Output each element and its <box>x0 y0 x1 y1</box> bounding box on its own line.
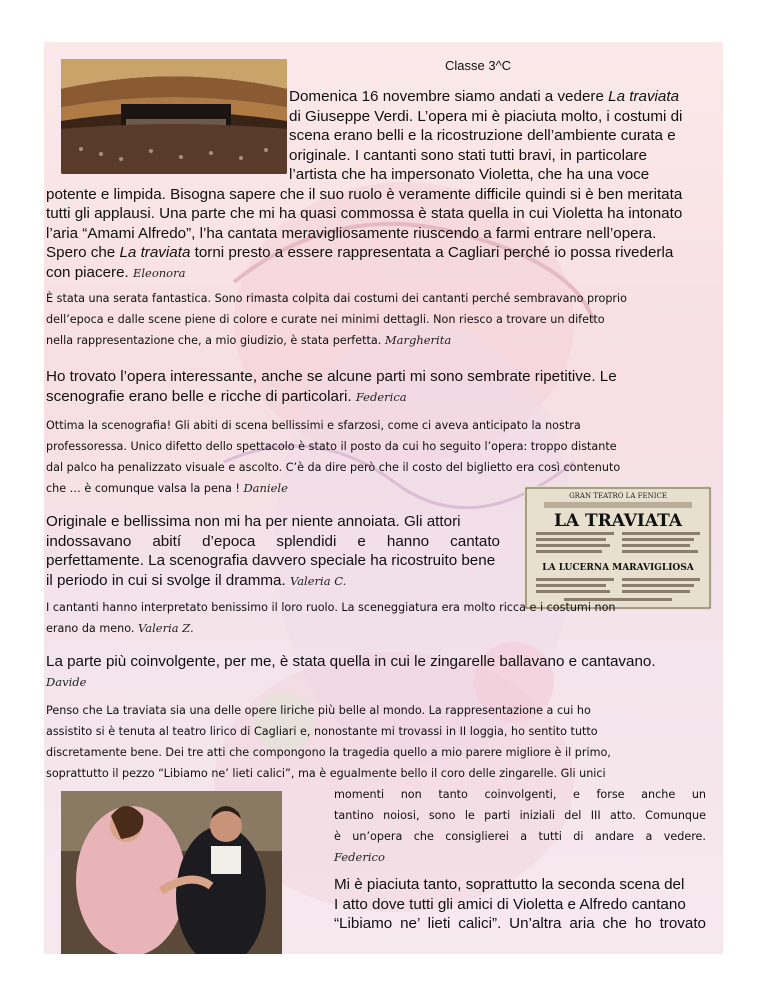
review-9-line3: “Libiamo ne’ lieti calici”. Un’altra aria che ho trovato <box>334 915 706 932</box>
review-9-line1: Mi è piaciuta tanto, soprattutto la seconda scena del <box>334 876 685 893</box>
review-federica-end: scenografie erano belle e ricche di particolari. Federica <box>46 388 407 405</box>
review-margherita-line2: dell’epoca e dalle scene piene di colore e curate nei minimi dettagli. Non riesco a trovare un difetto <box>46 313 605 326</box>
page <box>44 42 723 954</box>
signature-valeria-c: Valeria C. <box>289 573 347 588</box>
review-eleonora-line3: scena erano belli e la ricostruzione dell’ambiente curata e <box>289 127 676 144</box>
review-davide-end <box>46 672 86 693</box>
review-federico-line1: Penso che La traviata sia una delle opere liriche più belle al mondo. La rappresentazione a cui ho <box>46 704 591 717</box>
review-federico-line6: tantino noiosi, sono le parti iniziali del III atto. Comunque <box>334 809 706 822</box>
review-eleonora-line7: tutti gli applausi. Una parte che mi ha quasi commossa è stata quella in cui Violetta ha intonato <box>46 205 683 222</box>
poster-venue: GRAN TEATRO LA FENICE <box>569 492 667 500</box>
traviata-poster <box>524 486 712 610</box>
review-valeria-c-line3: perfettamente. La scenografia davvero speciale ha ricostruito bene <box>46 552 496 569</box>
review-valeria-z-end: erano da meno. Valeria Z. <box>46 621 194 635</box>
dance-photo <box>61 791 282 954</box>
review-valeria-c-line2: indossavano abití d’epoca splendidi e hanno cantato <box>46 532 500 550</box>
review-daniele-line1: Ottima la scenografia! Gli abiti di scena bellissimi e sfarzosi, come ci aveva anticipato la nostra <box>46 419 581 432</box>
review-eleonora-line5: l’artista che ha impersonato Violetta, che ha una voce <box>289 166 650 183</box>
review-eleonora-line2: di Giuseppe Verdi. L’opera mi è piaciuta molto, i costumi di <box>289 107 683 125</box>
review-daniele-line3: dal palco ha penalizzato visuale e ascolto. C’è da dire però che il costo del biglietto era così contenuto <box>46 461 621 474</box>
theatre-photo <box>61 59 287 174</box>
signature-davide: Davide <box>46 675 87 689</box>
review-eleonora-line4: originale. I cantanti sono stati tutti bravi, in particolare <box>289 146 647 164</box>
review-eleonora-line1: Domenica 16 novembre siamo andati a vedere La traviata <box>289 88 680 105</box>
review-federico-end <box>334 847 385 868</box>
signature-federica: Federica <box>355 390 407 404</box>
review-eleonora-line9: Spero che La traviata torni presto a essere rappresentata a Cagliari perché io possa rivederla <box>46 244 674 261</box>
review-eleonora-line6: potente e limpida. Bisogna sapere che il suo ruolo è veramente difficile quindi si è ben meritata <box>46 185 683 203</box>
signature-eleonora: Eleonora <box>132 265 186 280</box>
review-federica-line1: Ho trovato l’opera interessante, anche se alcune parti mi sono sembrate ripetitive. Le <box>46 368 617 385</box>
review-federico-line5: momenti non tanto coinvolgenti, e forse anche un <box>334 788 706 801</box>
review-federico-line4: soprattutto il pezzo “Libiamo ne’ lieti calici”, ma è egualmente bello il coro delle zingarelle. Gli unici <box>46 767 606 780</box>
review-9-line2: I atto dove tutti gli amici di Violetta e Alfredo cantano <box>334 895 686 913</box>
signature-valeria-z: Valeria Z. <box>137 621 194 635</box>
poster-subtitle: LA LUCERNA MARAVIGLIOSA <box>542 563 694 573</box>
signature-daniele: Daniele <box>243 481 288 495</box>
poster-title: LA TRAVIATA <box>553 511 683 531</box>
signature-federico: Federico <box>334 850 385 864</box>
class-label: Classe 3^C <box>445 58 512 73</box>
review-davide-line1: La parte più coinvolgente, per me, è stata quella in cui le zingarelle ballavano e cantavano. <box>46 653 656 670</box>
review-margherita-line1: È stata una serata fantastica. Sono rimasta colpita dai costumi dei cantanti perché sembravano proprio <box>46 292 627 305</box>
review-eleonora-end: con piacere. Eleonora <box>46 263 186 281</box>
review-daniele-line2: professoressa. Unico difetto dello spettacolo è stato il posto da cui ho seguito l’opera: troppo distante <box>46 440 617 453</box>
review-valeria-c-end: il periodo in cui si svolge il dramma. Valeria C. <box>46 571 347 589</box>
review-federico-line2: assistito si è tenuta al teatro lirico di Cagliari e, nonostante mi trovassi in II loggia, ho sentito tutto <box>46 725 598 738</box>
review-daniele-end: che … è comunque valsa la pena ! Daniele <box>46 481 288 495</box>
review-valeria-c-line1: Originale e bellissima non mi ha per niente annoiata. Gli attori <box>46 513 461 530</box>
signature-margherita: Margherita <box>384 333 452 347</box>
review-valeria-z-line1: I cantanti hanno interpretato benissimo il loro ruolo. La sceneggiatura era molto ricca e i costumi non <box>46 601 616 614</box>
review-margherita-end: nella rappresentazione che, a mio giudizio, è stata perfetta. Margherita <box>46 333 452 347</box>
review-federico-line7: è un’opera che consiglierei a tutti di andare a vedere. <box>334 830 706 843</box>
review-eleonora-line8: l’aria “Amami Alfredo”, l’ha cantata meravigliosamente riuscendo a farmi entrare nell’opera. <box>46 224 657 242</box>
review-federico-line3: discretamente bene. Dei tre atti che compongono la tragedia quello a mio parere migliore è il primo, <box>46 746 611 759</box>
